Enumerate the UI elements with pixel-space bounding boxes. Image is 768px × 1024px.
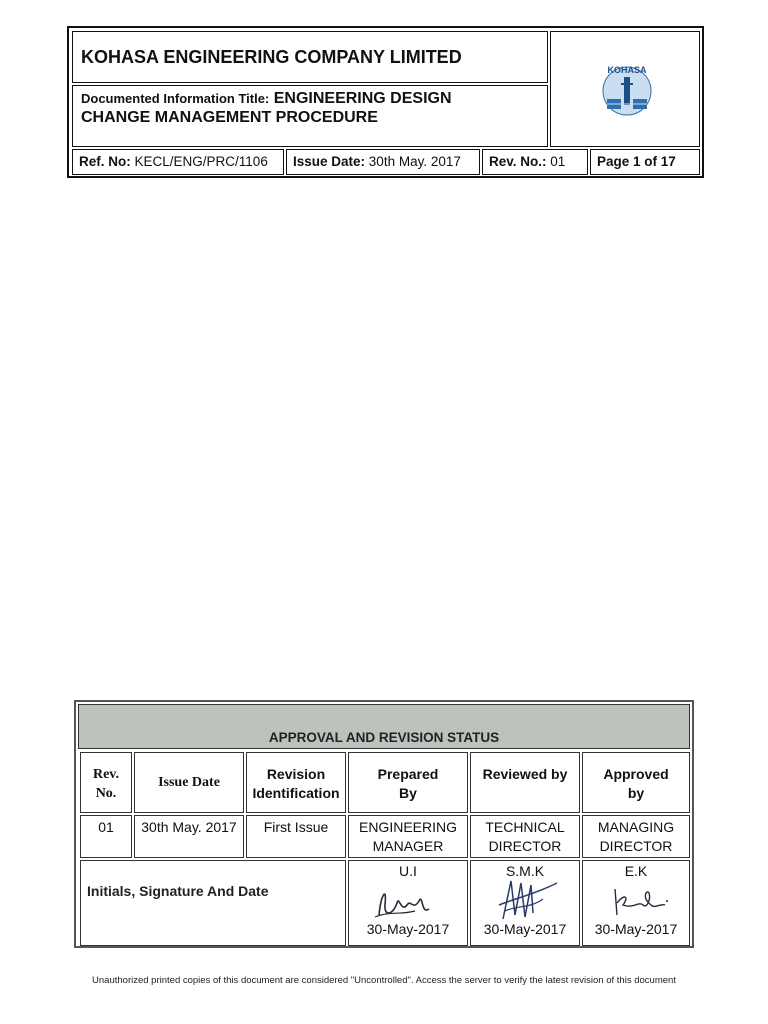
signature-prepared <box>348 860 468 946</box>
ref-value: KECL/ENG/PRC/1106 <box>134 154 268 169</box>
approved-date: 30-May-2017 <box>594 921 678 937</box>
company-logo <box>601 59 653 117</box>
title-value-line1: ENGINEERING DESIGN <box>273 90 452 107</box>
approved-line2: DIRECTOR <box>599 838 673 854</box>
company-cell <box>72 31 548 83</box>
column-header-reviewed-text: Reviewed by <box>482 766 568 782</box>
issue-date <box>293 154 461 169</box>
approved-initials: E.K <box>624 863 648 879</box>
revision-value: First Issue <box>263 819 329 835</box>
signature-reviewed <box>470 860 580 946</box>
column-header-issue-date-text: Issue Date <box>158 775 220 790</box>
page-number <box>597 154 676 169</box>
issue-label: Issue Date: <box>293 154 366 169</box>
column-header-rev-line1: Rev. <box>92 767 120 782</box>
signature-reviewed-icon <box>493 875 563 923</box>
column-header-prepared <box>348 752 468 813</box>
column-header-prepared-line2: By <box>399 785 417 801</box>
rev-cell <box>482 149 588 175</box>
issue-value: 30th May. 2017 <box>368 154 461 169</box>
approval-table <box>74 700 694 948</box>
signature-label-cell <box>80 860 346 946</box>
issue-cell <box>286 149 480 175</box>
footer-notice: Unauthorized printed copies of this document are considered "Uncontrolled". Access the server to verify the latest revision of this document <box>92 975 676 986</box>
column-header-revision-line1: Revision <box>266 766 326 782</box>
prepared-line2: MANAGER <box>372 838 444 854</box>
rev-value: 01 <box>550 154 566 169</box>
ref-cell <box>72 149 284 175</box>
prepared-initials: U.I <box>399 863 417 879</box>
ref-label: Ref. No: <box>79 154 131 169</box>
approval-banner <box>78 704 690 749</box>
document-title <box>81 89 541 127</box>
signature-label: Initials, Signature And Date <box>87 883 269 899</box>
approved-line1: MANAGING <box>597 819 675 835</box>
reviewed-date: 30-May-2017 <box>483 921 567 937</box>
rev-number-value: 01 <box>98 819 114 835</box>
column-header-rev-line2: No. <box>95 786 117 801</box>
signature-prepared-icon <box>371 875 441 923</box>
title-cell <box>72 85 548 147</box>
signature-approved <box>582 860 690 946</box>
column-header-revision <box>246 752 346 813</box>
cell-reviewed <box>470 815 580 858</box>
prepared-line1: ENGINEERING <box>358 819 457 835</box>
kohasa-logo-icon <box>601 59 653 117</box>
column-header-revision-line2: Identification <box>252 785 340 801</box>
column-header-approved-line2: by <box>627 785 645 801</box>
document-header <box>67 26 704 178</box>
column-header-rev <box>80 752 132 813</box>
page-label: Page 1 of 17 <box>597 154 676 169</box>
company-name: KOHASA ENGINEERING COMPANY LIMITED <box>81 47 462 67</box>
cell-prepared <box>348 815 468 858</box>
revision-number <box>489 154 565 169</box>
column-header-prepared-line1: Prepared <box>377 766 439 782</box>
prepared-date: 30-May-2017 <box>366 921 450 937</box>
reviewed-line1: TECHNICAL <box>485 819 565 835</box>
cell-approved <box>582 815 690 858</box>
rev-label: Rev. No.: <box>489 154 547 169</box>
ref-number <box>79 154 268 169</box>
issue-date-value: 30th May. 2017 <box>141 819 237 835</box>
column-header-reviewed <box>470 752 580 813</box>
column-header-approved <box>582 752 690 813</box>
logo-cell <box>550 31 700 147</box>
cell-rev-number <box>80 815 132 858</box>
cell-issue-date <box>134 815 244 858</box>
cell-revision <box>246 815 346 858</box>
reviewed-initials: S.M.K <box>505 863 545 879</box>
page-cell <box>590 149 700 175</box>
title-value-line2: CHANGE MANAGEMENT PROCEDURE <box>81 109 378 126</box>
title-label: Documented Information Title: <box>81 91 270 106</box>
column-header-approved-line1: Approved <box>603 766 669 782</box>
signature-approved-icon <box>605 875 675 923</box>
column-header-issue-date <box>134 752 244 813</box>
svg-text:KOHASA: KOHASA <box>607 65 647 75</box>
approval-title: APPROVAL AND REVISION STATUS <box>268 730 500 745</box>
reviewed-line2: DIRECTOR <box>488 838 562 854</box>
